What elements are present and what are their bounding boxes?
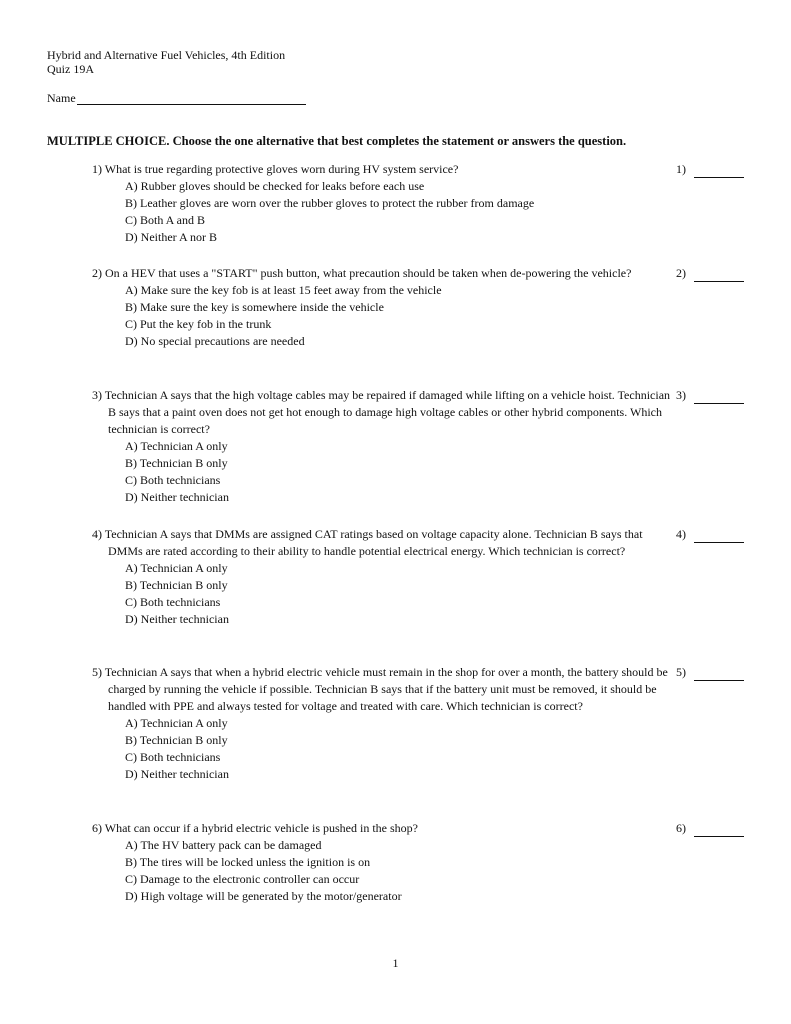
answer-slot-4: [676, 526, 744, 543]
choice-d: D) High voltage will be generated by the motor/generator: [125, 889, 402, 903]
choice-b: B) Technician B only: [125, 578, 228, 592]
question-5: [92, 664, 692, 783]
question-stem: 4) Technician A says that DMMs are assigned CAT ratings based on voltage capacity alone. Technician B says that DMMs are rated according to their ability to handle potential electrical energy. Which technician is correct?: [92, 527, 643, 558]
choice-c: C) Put the key fob in the trunk: [125, 317, 272, 331]
question-2: [92, 265, 692, 350]
answer-blank: [694, 390, 744, 404]
question-3: [92, 387, 692, 506]
page-number: 1: [392, 956, 399, 970]
question-stem: 2) On a HEV that uses a "START" push button, what precaution should be taken when de-powering the vehicle?: [92, 266, 632, 280]
name-blank: [77, 92, 306, 105]
answer-blank: [694, 164, 744, 178]
book-title: Hybrid and Alternative Fuel Vehicles, 4th Edition: [47, 48, 286, 62]
choice-b: B) Technician B only: [125, 733, 228, 747]
question-stem: 6) What can occur if a hybrid electric vehicle is pushed in the shop?: [92, 821, 418, 835]
choice-d: D) No special precautions are needed: [125, 334, 305, 348]
choice-a: A) Technician A only: [125, 716, 228, 730]
answer-number: 2): [676, 266, 686, 280]
answer-slot-5: [676, 664, 744, 681]
name-field: [47, 91, 306, 105]
answer-slot-6: [676, 820, 744, 837]
choice-d: D) Neither technician: [125, 490, 229, 504]
choice-a: A) The HV battery pack can be damaged: [125, 838, 322, 852]
answer-slot-1: [676, 161, 744, 178]
answer-number: 3): [676, 388, 686, 402]
choice-c: C) Both technicians: [125, 473, 221, 487]
question-4: [92, 526, 692, 628]
choice-a: A) Make sure the key fob is at least 15 feet away from the vehicle: [125, 283, 442, 297]
choice-d: D) Neither technician: [125, 767, 229, 781]
choice-d: D) Neither technician: [125, 612, 229, 626]
choice-a: A) Rubber gloves should be checked for leaks before each use: [125, 179, 425, 193]
question-stem: 1) What is true regarding protective gloves worn during HV system service?: [92, 162, 459, 176]
name-label: Name: [47, 91, 76, 105]
question-1: [92, 161, 692, 246]
choice-c: C) Both technicians: [125, 750, 221, 764]
answer-blank: [694, 268, 744, 282]
answer-number: 4): [676, 527, 686, 541]
instructions: MULTIPLE CHOICE. Choose the one alternative that best completes the statement or answers the question.: [47, 134, 627, 148]
answer-number: 6): [676, 821, 686, 835]
choice-b: B) Make sure the key is somewhere inside the vehicle: [125, 300, 384, 314]
answer-blank: [694, 529, 744, 543]
answer-blank: [694, 667, 744, 681]
answer-slot-3: [676, 387, 744, 404]
quiz-title: Quiz 19A: [47, 62, 94, 76]
answer-slot-2: [676, 265, 744, 282]
choice-b: B) Leather gloves are worn over the rubber gloves to protect the rubber from damage: [125, 196, 535, 210]
answer-number: 1): [676, 162, 686, 176]
choice-b: B) The tires will be locked unless the ignition is on: [125, 855, 371, 869]
question-stem: 5) Technician A says that when a hybrid electric vehicle must remain in the shop for over a month, the battery should be charged by running the vehicle if possible. Technician B says that if the battery unit must be removed, it should be handled with PPE and always tested for voltage and treated with care. Which technician is correct?: [92, 665, 668, 713]
choice-b: B) Technician B only: [125, 456, 228, 470]
answer-blank: [694, 823, 744, 837]
question-stem: 3) Technician A says that the high voltage cables may be repaired if damaged while lifting on a vehicle hoist. Technician B says that a paint oven does not get hot enough to damage high voltage cables or other hybrid components. Which technician is correct?: [92, 388, 671, 436]
choice-d: D) Neither A nor B: [125, 230, 217, 244]
choice-c: C) Damage to the electronic controller can occur: [125, 872, 360, 886]
question-6: [92, 820, 692, 905]
choice-a: A) Technician A only: [125, 439, 228, 453]
answer-number: 5): [676, 665, 686, 679]
choice-c: C) Both technicians: [125, 595, 221, 609]
choice-a: A) Technician A only: [125, 561, 228, 575]
choice-c: C) Both A and B: [125, 213, 206, 227]
